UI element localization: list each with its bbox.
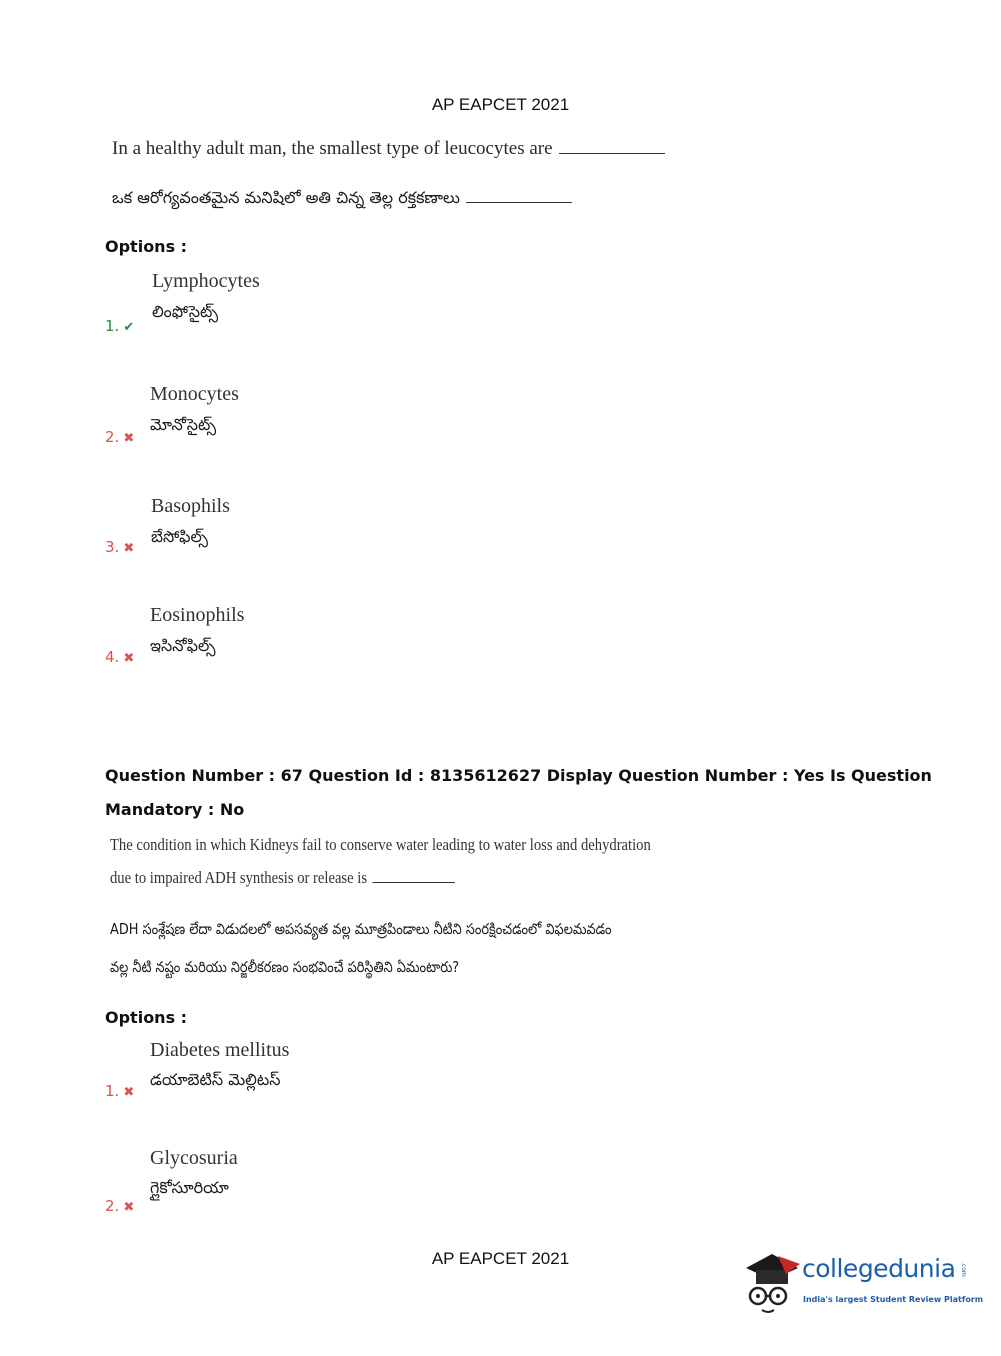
- question-2-text-en-1: The condition in which Kidneys fail to conserve water leading to water loss and dehydration: [110, 835, 651, 854]
- collegedunia-logo[interactable]: [742, 1250, 984, 1320]
- cross-icon: ✖: [123, 1200, 135, 1215]
- option-text-en: Monocytes: [150, 383, 239, 405]
- option-number: 4. ✖: [105, 648, 135, 666]
- question-2-options-label: Options :: [105, 1008, 188, 1027]
- cross-icon: ✖: [123, 541, 135, 556]
- question-2-meta-line-1: Question Number : 67 Question Id : 8135612627 Display Question Number : Yes Is Question: [105, 766, 932, 785]
- cross-icon: ✖: [123, 1085, 135, 1100]
- option-number: 1. ✔: [105, 317, 135, 335]
- option-number: 1. ✖: [105, 1082, 135, 1100]
- option-number: 3. ✖: [105, 538, 135, 556]
- option-text-en: Basophils: [151, 495, 230, 517]
- option-text-en: Glycosuria: [150, 1147, 238, 1169]
- option-text-te: ఇసినోఫిల్స్: [150, 636, 216, 655]
- option-number: 2. ✖: [105, 1197, 135, 1215]
- cross-icon: ✖: [123, 651, 135, 666]
- mascot-icon: [742, 1250, 804, 1316]
- option-text-te: లింఫోసైట్స్: [152, 302, 219, 321]
- question-2-text-te-1: ADH సంశ్లేషణ లేదా విడుదలలో అపసవ్యత వల్ల మూత్రపిండాలు నీటిని సంరక్షించడంలో విఫలమవడం: [110, 920, 612, 938]
- cross-icon: ✖: [123, 431, 135, 446]
- option-number: 2. ✖: [105, 428, 135, 446]
- page-header: AP EAPCET 2021: [431, 95, 570, 114]
- option-text-en: Lymphocytes: [152, 270, 260, 292]
- question-1-text-te: ఒక ఆరోగ్యవంతమైన మనిషిలో అతి చిన్న తెల్ల రక్తకణాలు: [112, 188, 572, 211]
- option-text-en: Eosinophils: [150, 604, 245, 626]
- question-1-options-label: Options :: [105, 237, 188, 256]
- logo-wordmark: collegedunia: [802, 1254, 956, 1283]
- question-2-text-en-2: due to impaired ADH synthesis or release is: [110, 868, 455, 888]
- option-text-te: బేసోఫిల్స్: [151, 527, 209, 546]
- question-1-text-en: In a healthy adult man, the smallest type of leucocytes are: [112, 138, 665, 160]
- check-icon: ✔: [123, 320, 135, 335]
- option-text-te: మోనోసైట్స్: [150, 415, 217, 434]
- logo-tagline: India's largest Student Review Platform: [803, 1295, 984, 1304]
- page-footer: AP EAPCET 2021: [431, 1249, 570, 1268]
- option-text-te: డయాబెటిస్ మెల్లిటస్: [150, 1070, 281, 1089]
- option-text-en: Diabetes mellitus: [150, 1039, 290, 1061]
- question-2-text-te-2: వల్ల నీటి నష్టం మరియు నిర్జలీకరణం సంభవించే పరిస్థితిని ఏమంటారు?: [110, 958, 460, 976]
- question-2-meta-line-2: Mandatory : No: [105, 800, 245, 819]
- option-text-te: గ్లైకోసూరియా: [150, 1178, 229, 1197]
- logo-suffix: .com: [960, 1262, 967, 1277]
